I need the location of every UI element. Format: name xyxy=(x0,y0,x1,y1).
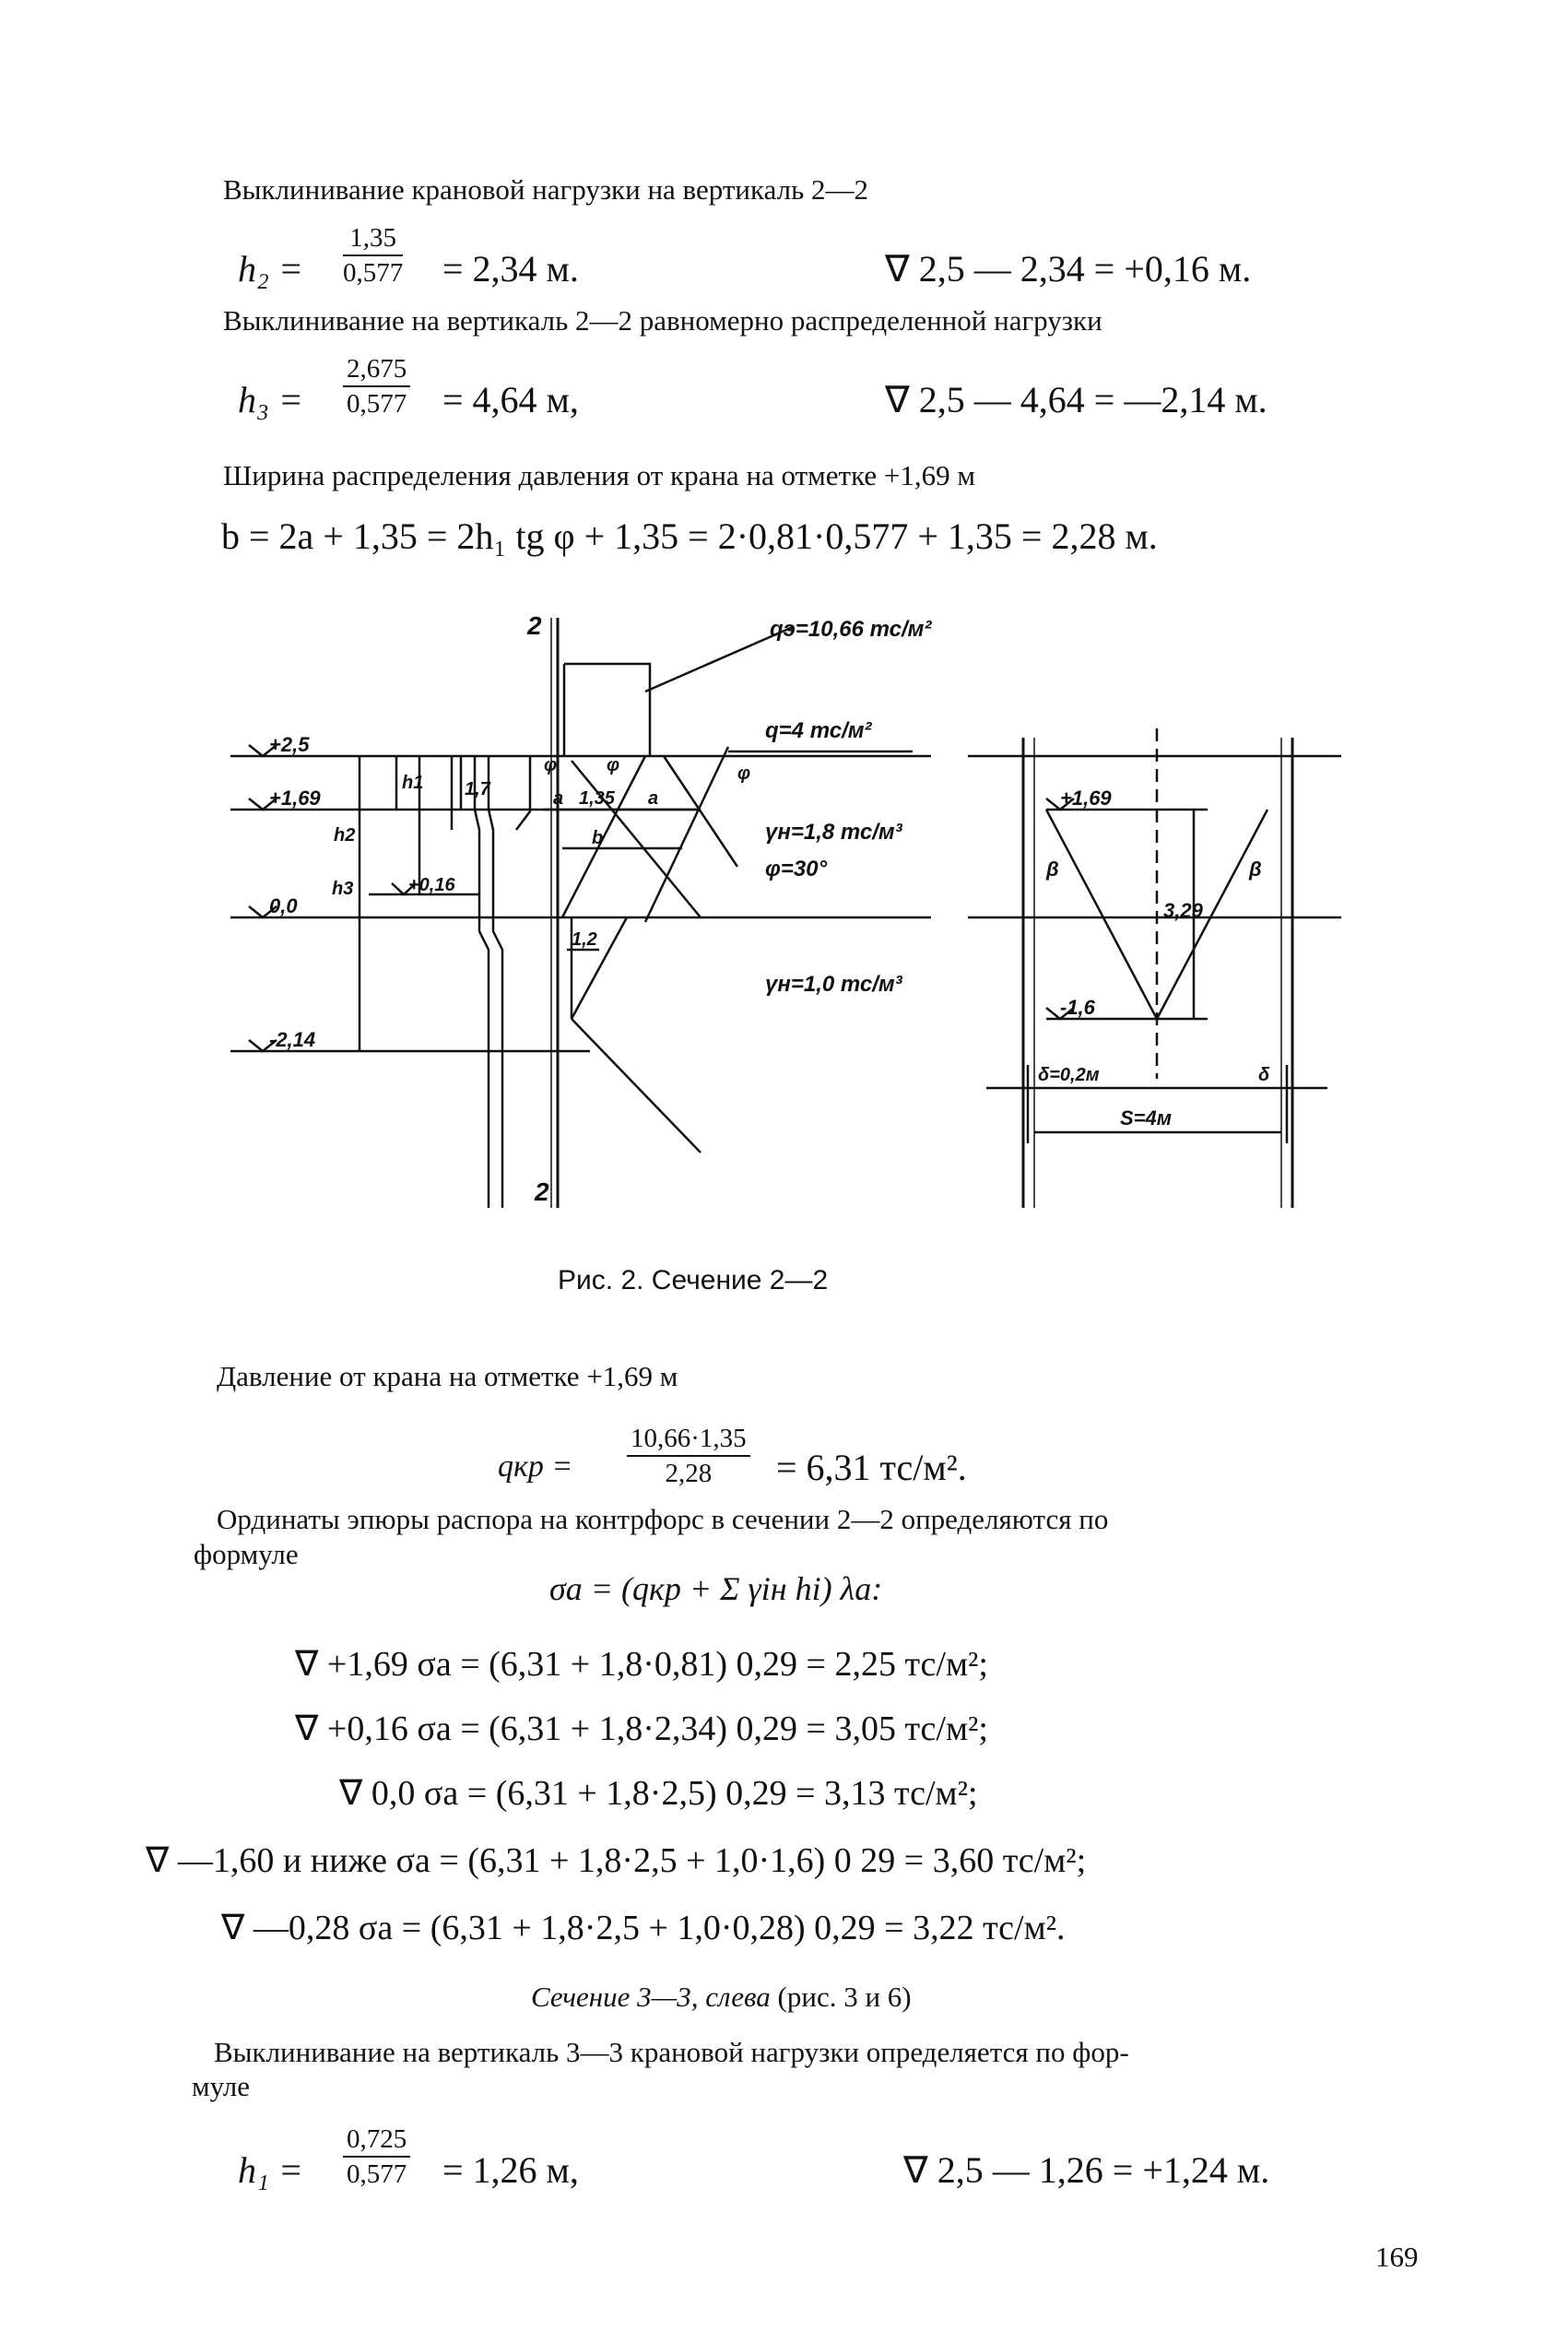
angle-phi-3: φ xyxy=(737,763,751,784)
qkr-denominator: 2,28 xyxy=(665,1459,713,1488)
dim-a-right: a xyxy=(648,788,659,809)
label-gamma-2: γн=1,0 тс/м³ xyxy=(765,972,902,997)
section-heading-ref: (рис. 3 и 6) xyxy=(777,1981,912,2013)
h2-level: ∇ 2,5 — 2,34 = +0,16 м. xyxy=(885,248,1252,290)
intro-line-2: Выклинивание на вертикаль 2—2 равномерно распределенной нагрузки xyxy=(223,304,1102,337)
row-0-16: ∇ +0,16 σa = (6,31 + 1,8·2,34) 0,29 = 3,05 тс/м²; xyxy=(295,1709,988,1748)
intro-line-1: Выклинивание крановой нагрузки на вертикаль 2—2 xyxy=(223,173,868,206)
qkr-result: = 6,31 тс/м². xyxy=(776,1447,967,1488)
paragraph-wedge-line-1: Выклинивание на вертикаль 3—3 крановой нагрузки определяется по фор- xyxy=(214,2036,1129,2068)
section-heading xyxy=(531,1981,912,2014)
h3-level: ∇ 2,5 — 4,64 = —2,14 м. xyxy=(885,379,1267,420)
h3-lhs: h₃ = xyxy=(238,379,303,420)
formula-sigma: σa = (qкр + Σ γiн hi) λa: xyxy=(549,1570,883,1607)
level-label-m2-14: -2,14 xyxy=(269,1028,316,1051)
right-angle-beta-left: β xyxy=(1046,858,1059,881)
dim-h3: h3 xyxy=(332,879,354,899)
label-gamma-1: γн=1,8 тс/м³ xyxy=(765,820,902,845)
h1-numerator: 0,725 xyxy=(343,2123,410,2158)
h3-result: = 4,64 м, xyxy=(442,379,579,420)
intro-line-3: Ширина распределения давления от крана на отметке +1,69 м xyxy=(223,459,976,491)
row-m0-28: ∇ —0,28 σa = (6,31 + 1,8·2,5 + 1,0·0,28) 0,29 = 3,22 тс/м². xyxy=(221,1909,1066,1947)
level-label-0-16: +0,16 xyxy=(408,875,455,895)
page-number: 169 xyxy=(1375,2241,1419,2273)
figure-caption: Рис. 2. Сечение 2—2 xyxy=(558,1265,829,1295)
b-formula: b = 2a + 1,35 = 2h₁ tg φ + 1,35 = 2·0,81·0,577 + 1,35 = 2,28 м. xyxy=(221,515,1158,557)
section-label-bottom: 2 xyxy=(535,1177,549,1206)
row-m1-60: ∇ —1,60 и ниже σa = (6,31 + 1,8·2,5 + 1,0·1,6) 0 29 = 3,60 тс/м²; xyxy=(146,1841,1087,1880)
level-label-1-69: +1,69 xyxy=(269,787,321,810)
angle-phi-2: φ xyxy=(607,755,620,775)
label-qe: qэ=10,66 тс/м² xyxy=(770,617,932,642)
h1-level: ∇ 2,5 — 1,26 = +1,24 м. xyxy=(903,2149,1270,2191)
section-label-top: 2 xyxy=(527,611,542,640)
level-label-0-0: 0,0 xyxy=(269,894,298,917)
right-dim-delta-sym: δ xyxy=(1258,1065,1270,1085)
row-0-0: ∇ 0,0 σa = (6,31 + 1,8·2,5) 0,29 = 3,13 тс/м²; xyxy=(339,1774,978,1813)
dim-1-7: 1,7 xyxy=(465,779,490,799)
h1-result: = 1,26 м, xyxy=(442,2149,579,2191)
h2-result: = 2,34 м. xyxy=(442,248,579,290)
dim-1-2: 1,2 xyxy=(572,929,597,950)
paragraph-crane-pressure: Давление от крана на отметке +1,69 м xyxy=(217,1360,678,1392)
right-diag-left xyxy=(1046,810,1157,1019)
label-q: q=4 тс/м² xyxy=(765,718,872,743)
h2-numerator: 1,35 xyxy=(343,221,403,256)
right-dim-s: S=4м xyxy=(1120,1106,1173,1130)
h2-denominator: 0,577 xyxy=(343,258,404,288)
paragraph-wedge-line-2: муле xyxy=(192,2070,250,2102)
h1-fraction xyxy=(343,2123,410,2191)
wedge-lower xyxy=(572,1019,701,1153)
h1-lhs: h₁ = xyxy=(238,2149,303,2191)
qkr-numerator: 10,66·1,35 xyxy=(627,1422,750,1457)
level-label-2-5: +2,5 xyxy=(269,733,310,756)
dim-a-left: a xyxy=(553,788,564,809)
section-heading-title: Сечение 3—3, слева xyxy=(531,1981,771,2013)
right-dim-3-29: 3,29 xyxy=(1163,899,1203,922)
h3-denominator: 0,577 xyxy=(347,389,407,419)
h3-fraction xyxy=(343,352,410,420)
qkr-fraction xyxy=(627,1422,750,1490)
row-1-69: ∇ +1,69 σa = (6,31 + 1,8·0,81) 0,29 = 2,25 тс/м²; xyxy=(295,1645,988,1684)
qkr-lhs: qкр = xyxy=(498,1449,573,1484)
label-phi-30: φ=30° xyxy=(765,857,828,881)
h2-lhs: h₂ = xyxy=(238,248,303,290)
dim-b: b xyxy=(592,828,604,848)
right-level-m1-6: -1,6 xyxy=(1060,996,1095,1019)
h3-numerator: 2,675 xyxy=(343,352,410,387)
figure-section-2-2 xyxy=(0,599,1568,1236)
h1-denominator: 0,577 xyxy=(347,2159,407,2189)
right-dim-delta: δ=0,2м xyxy=(1038,1065,1100,1085)
angle-phi-1: φ xyxy=(544,755,558,775)
paragraph-ordinates-line-1: Ординаты эпюры распора на контрфорс в сечении 2—2 определяются по xyxy=(217,1503,1109,1535)
dim-h2: h2 xyxy=(334,825,356,846)
dim-1-35: 1,35 xyxy=(579,788,615,809)
right-angle-beta-right: β xyxy=(1249,858,1262,881)
paragraph-ordinates-line-2: формуле xyxy=(194,1538,299,1570)
h2-fraction xyxy=(343,221,403,290)
dim-h1: h1 xyxy=(402,773,424,793)
right-level-1-69: +1,69 xyxy=(1060,787,1112,810)
